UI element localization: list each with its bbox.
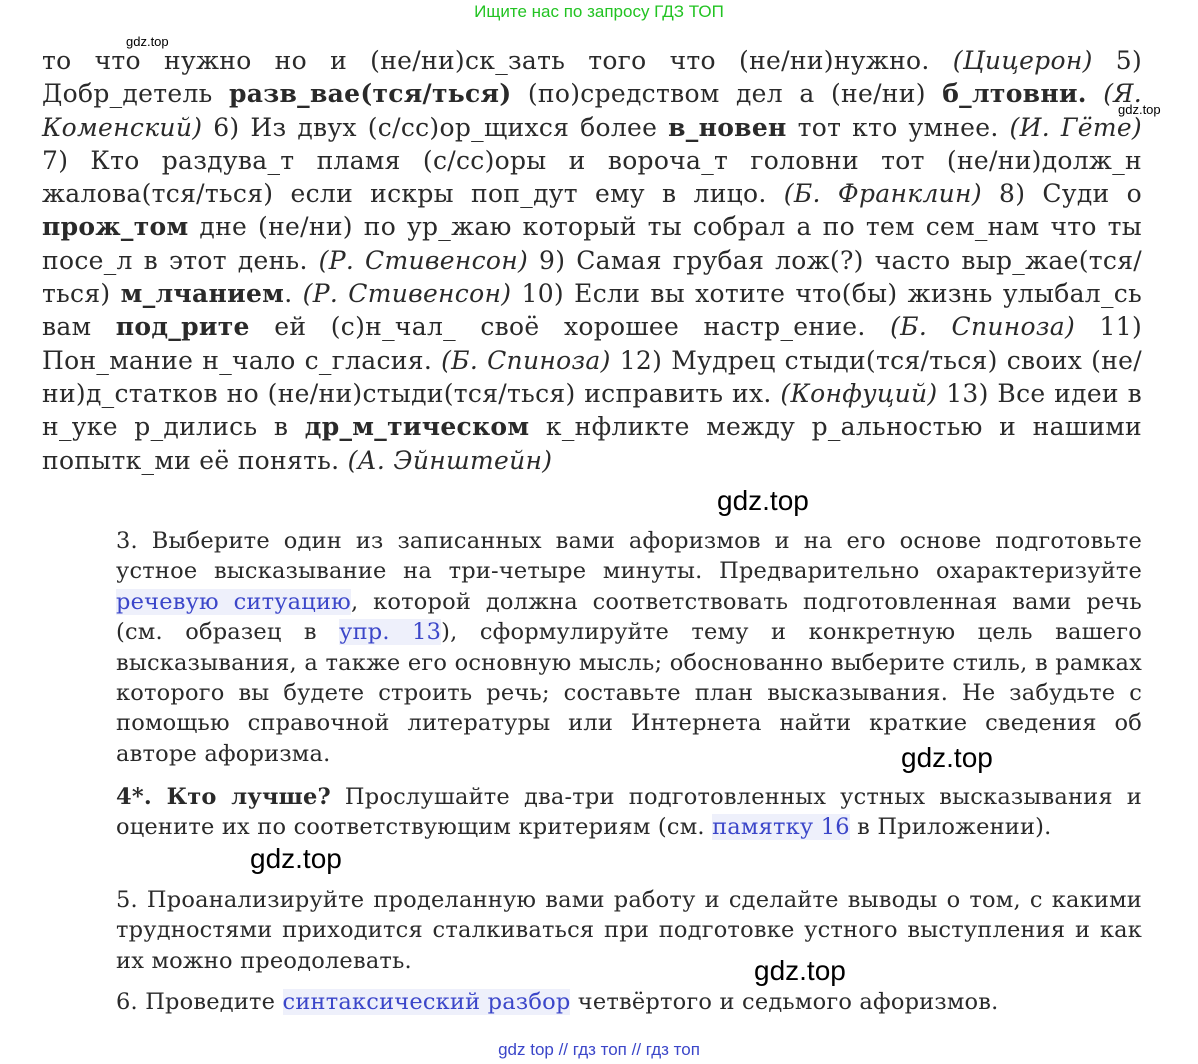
aphorism-author: (Б. Франклин) (783, 179, 982, 209)
watermark: gdz.top (754, 955, 846, 986)
task-6-text: 6. Проведите (116, 989, 283, 1015)
task-4-heading: Кто лучше? (166, 784, 331, 810)
aphorism-text: тот кто умнее. (786, 112, 1010, 142)
aphorism-text: . (284, 279, 303, 309)
aphorism-text (1087, 79, 1103, 108)
task-4-text: Прослушайте два-три подготовленных устных высказывания и оцените их по соответствующим критериям (см. (116, 784, 1142, 841)
task-4-number: 4*. (116, 784, 167, 810)
aphorism-author: (А. Эйнштейн) (347, 445, 553, 475)
aphorisms-text (42, 44, 1142, 477)
aphorism-author: (И. Гёте) (1009, 112, 1142, 142)
aphorism-text: дне (не/ни) по ур_жаю который ты собрал а по тем сем_нам что ты посе_л в этот день. (42, 212, 1142, 275)
watermark: gdz.top (901, 742, 993, 773)
bold-word: в_новен (668, 112, 787, 142)
task-3-text: 3. Выберите один из записанных вами афоризмов и на его основе подготовьте устное высказывание на три-четыре минуты. Предварительно охарактеризуйте (116, 528, 1142, 585)
bottom-banner[interactable]: gdz top // гдз топ // гдз топ (498, 1040, 700, 1059)
aphorism-text: 9) Самая грубая лож(?) часто выр_жае(тся/ться) (42, 245, 1142, 309)
bold-word: др_м_тическом (304, 412, 530, 442)
task-6 (116, 987, 1142, 1017)
watermark: gdz.top (717, 485, 809, 516)
bold-word: м_лчанием (120, 279, 285, 309)
aphorism-text: 11) Пон_мание н_чало с_гласия. (42, 312, 1143, 375)
aphorism-author: (Р. Стивенсон) (318, 245, 529, 275)
aphorism-author: (Б. Спиноза) (890, 312, 1076, 342)
aphorism-author: (Я. Коменский) (42, 79, 1143, 142)
aphorism-text: к_нфликте между р_альностью и нашими попытк_ми её понять. (42, 412, 1143, 475)
task-6-text: четвёртого и седьмого афоризмов. (570, 989, 999, 1015)
aphorism-text: 7) Кто раздува_т пламя (с/сс)оры и вороча_т головни тот (не/ни)долж_н жалова(тся/ться) если искры поп_дут ему в лицо. (42, 145, 1142, 209)
aphorism-author: (Цицерон) (952, 46, 1093, 75)
top-banner[interactable]: Ищите нас по запросу ГДЗ ТОП (474, 2, 724, 21)
aphorism-text: 8) Суди о (981, 179, 1142, 209)
bold-word: прож_том (42, 212, 189, 242)
watermark: gdz.top (126, 34, 169, 49)
bold-word: б_лтовни. (942, 79, 1087, 109)
task-5-text: 5. Проанализируйте проделанную вами работу и сделайте выводы о том, с какими трудностями приходится сталкиваться при подготовке устного выступления и как их можно преодолевать. (116, 887, 1142, 974)
aphorism-text: 10) Если вы хотите что(бы) жизнь улыбал_сь вам (42, 279, 1142, 342)
aphorism-text: то что нужно но и (не/ни)ск_зать того что (не/ни)нужно. (42, 46, 953, 75)
task-3-text: , которой должна соответствовать подготовленная вами речь (см. образец в (116, 588, 1143, 646)
watermark: gdz.top (1118, 102, 1161, 117)
aphorism-text: 6) Из двух (с/сс)ор_щихся более (202, 112, 669, 142)
task-4 (116, 782, 1142, 843)
aphorism-text: 13) Все идеи в н_уке р_дились в (42, 378, 1142, 442)
task-5 (116, 885, 1142, 976)
watermark: gdz.top (250, 843, 342, 874)
link-speech-situation[interactable]: речевую ситуацию (116, 588, 351, 615)
link-memo-16[interactable]: памятку 16 (712, 814, 850, 841)
aphorism-text: 5) Добр_детель (42, 46, 1142, 109)
aphorism-author: (Б. Спиноза) (441, 345, 611, 375)
aphorism-author: (Конфуций) (780, 378, 938, 408)
task-4-text: в Приложении). (849, 814, 1052, 841)
aphorism-text: (по)средством дел а (не/ни) (511, 79, 943, 109)
bold-word: под_рите (115, 312, 250, 342)
task-3 (116, 526, 1142, 769)
link-syntax-analysis[interactable]: синтаксический разбор (282, 989, 571, 1015)
aphorism-text: 12) Мудрец стыди(тся/ться) своих (не/ни)д_статков но (не/ни)стыди(тся/ться) исправить их. (42, 345, 1142, 408)
link-exercise-13[interactable]: упр. 13 (339, 619, 442, 646)
aphorism-author: (Р. Стивенсон) (302, 279, 512, 309)
aphorism-text: ей (с)н_чал_ своё хорошее настр_ение. (249, 312, 891, 342)
bold-word: разв_вае(тся/ться) (228, 79, 512, 109)
task-3-text: ), сформулируйте тему и конкретную цель вашего высказывания, а также его основную мысль; обоснованно выберите стиль, в рамках которого вы будете строить речь; составьте план высказывания. Не забудьте с помощью справочной литературы или Интернета найти краткие сведения об авторе афоризма. (116, 619, 1142, 767)
